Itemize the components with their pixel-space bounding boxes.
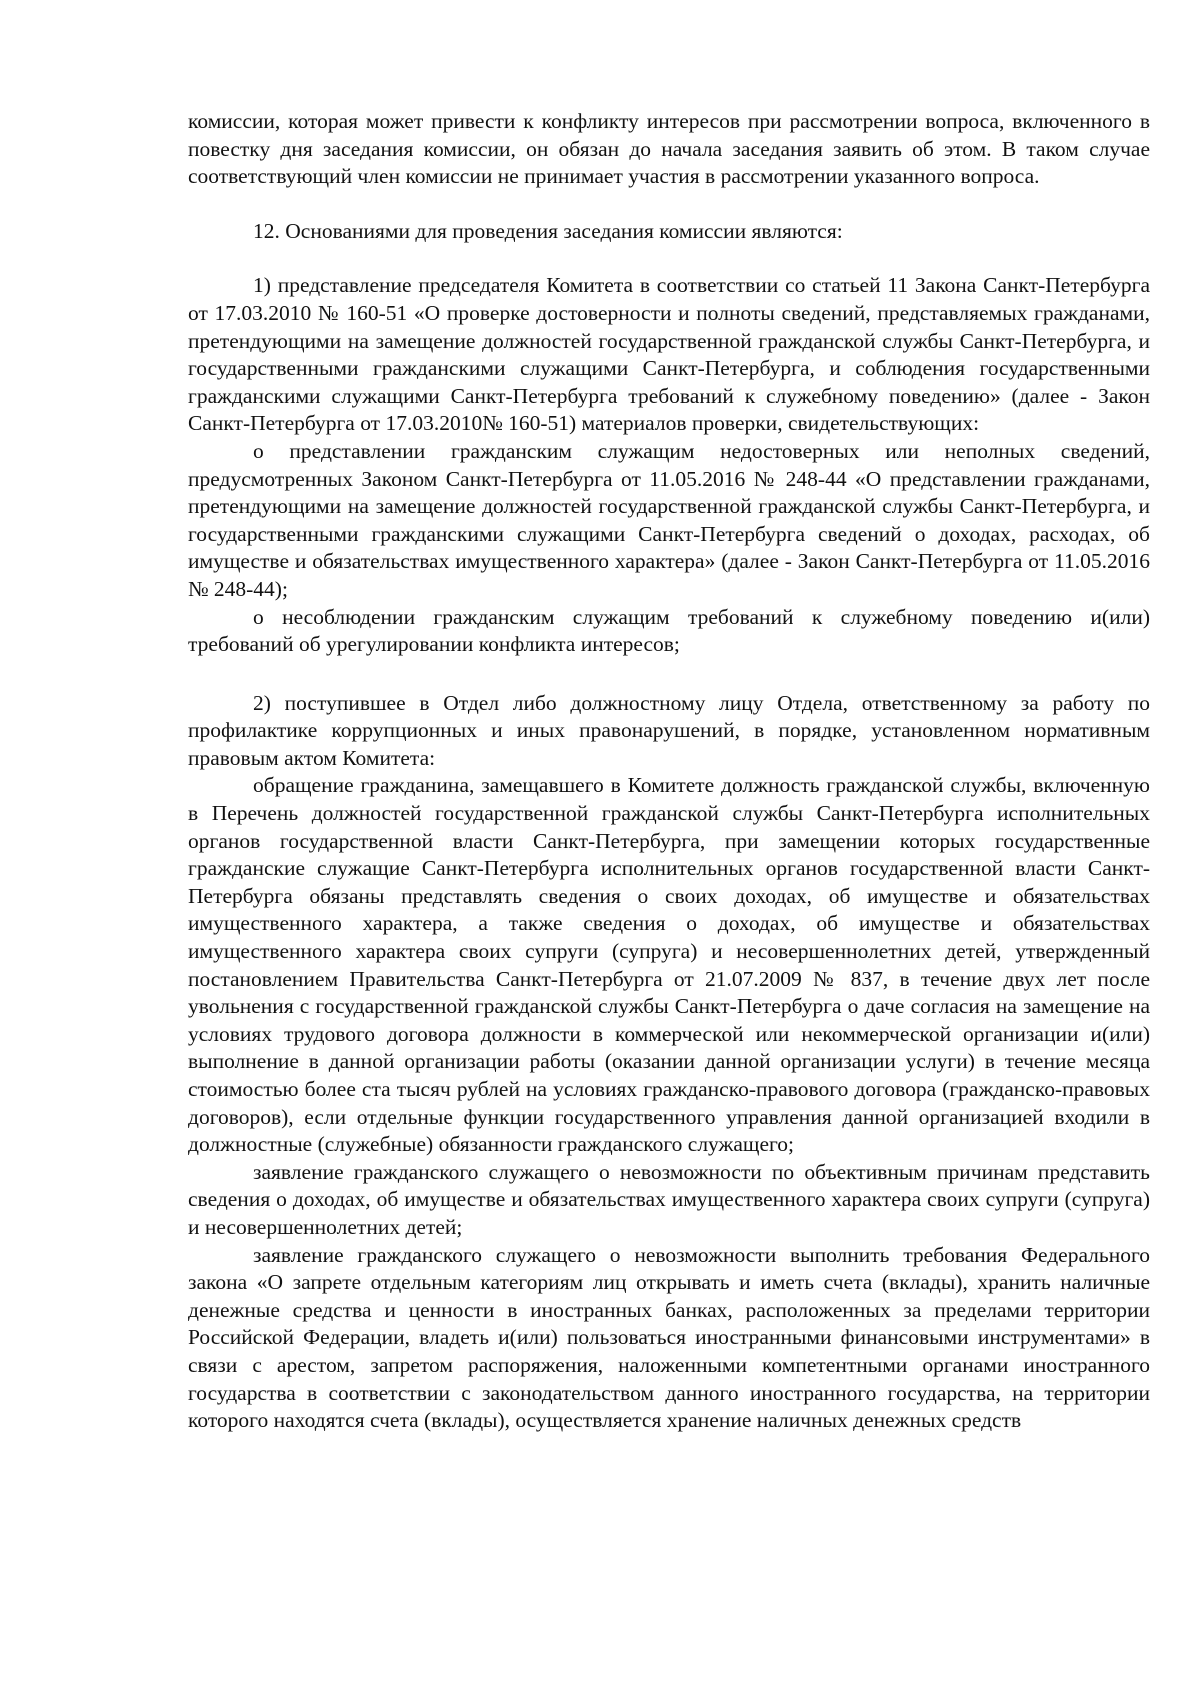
document-body [188,108,1150,1435]
paragraph-item-2b: заявление гражданского служащего о невозможности по объективным причинам представить сведения о доходах, об имуществе и обязательствах имущественного характера своих супруги (супруга) и несовершеннолетних детей; [188,1159,1150,1239]
paragraph-item-2a: обращение гражданина, замещавшего в Комитете должность гражданской службы, включенную в Перечень должностей государственной гражданской службы Санкт-Петербурга исполнительных органов государственной власти Санкт-Петербурга, при замещении которых государственные гражданские служащие Санкт-Петербурга исполнительных органов государственной власти Санкт-Петербурга обязаны представлять сведения о своих доходах, об имуществе и обязательствах имущественного характера, а также сведения о доходах, об имуществе и обязательствах имущественного характера своих супруги (супруга) и несовершеннолетних детей, утвержденный постановлением Правительства Санкт-Петербурга от 21.07.2009 № 837, в течение двух лет после увольнения с государственной гражданской службы Санкт-Петербурга о даче согласия на замещение на условиях трудового договора должности в коммерческой или некоммерческой организации и(или) выполнение в данной организации работы (оказании данной организации услуги) в течение месяца стоимостью более ста тысяч рублей на условиях гражданско-правового договора (гражданско-правовых договоров), если отдельные функции государственного управления данной организацией входили в должностные (служебные) обязанности гражданского служащего; [188,773,1150,1157]
paragraph-item-1b: о несоблюдении гражданским служащим требований к служебному поведению и(или) требований об урегулировании конфликта интересов; [188,604,1150,657]
paragraph-item-1: 1) представление председателя Комитета в соответствии со статьей 11 Закона Санкт-Петербурга от 17.03.2010 № 160-51 «О проверке достоверности и полноты сведений, представляемых гражданами, претендующими на замещение должностей государственной гражданской службы Санкт-Петербурга, и государственными гражданскими служащими Санкт-Петербурга, и соблюдения государственными гражданскими служащими Санкт-Петербурга требований к служебному поведению» (далее - Закон Санкт-Петербурга от 17.03.2010№ 160-51) материалов проверки, свидетельствующих: [188,273,1150,436]
paragraph-item-2: 2) поступившее в Отдел либо должностному лицу Отдела, ответственному за работу по профилактике коррупционных и иных правонарушений, в порядке, установленном нормативным правовым актом Комитета: [188,690,1150,770]
paragraph-item-2c: заявление гражданского служащего о невозможности выполнить требования Федерального закона «О запрете отдельным категориям лиц открывать и иметь счета (вклады), хранить наличные денежные средства и ценности в иностранных банках, расположенных за пределами территории Российской Федерации, владеть и(или) пользоваться иностранными финансовыми инструментами» в связи с арестом, запретом распоряжения, наложенными компетентными органами иностранного государства в соответствии с законодательством данного иностранного государства, на территории которого находятся счета (вклады), осуществляется хранение наличных денежных средств [188,1242,1150,1433]
paragraph-intro: комиссии, которая может привести к конфликту интересов при рассмотрении вопроса, включенного в повестку дня заседания комиссии, он обязан до начала заседания заявить об этом. В таком случае соответствующий член комиссии не принимает участия в рассмотрении указанного вопроса. [188,109,1150,189]
paragraph-12-heading: 12. Основаниями для проведения заседания комиссии являются: [253,218,843,243]
paragraph-item-1a: о представлении гражданским служащим недостоверных или неполных сведений, предусмотренных Законом Санкт-Петербурга от 11.05.2016 № 248-44 «О представлении гражданами, претендующими на замещение должностей государственной гражданской службы Санкт-Петербурга, и государственными гражданскими служащими Санкт-Петербурга сведений о доходах, расходах, об имуществе и обязательствах имущественного характера» (далее - Закон Санкт-Петербурга от 11.05.2016 № 248-44); [188,438,1150,601]
